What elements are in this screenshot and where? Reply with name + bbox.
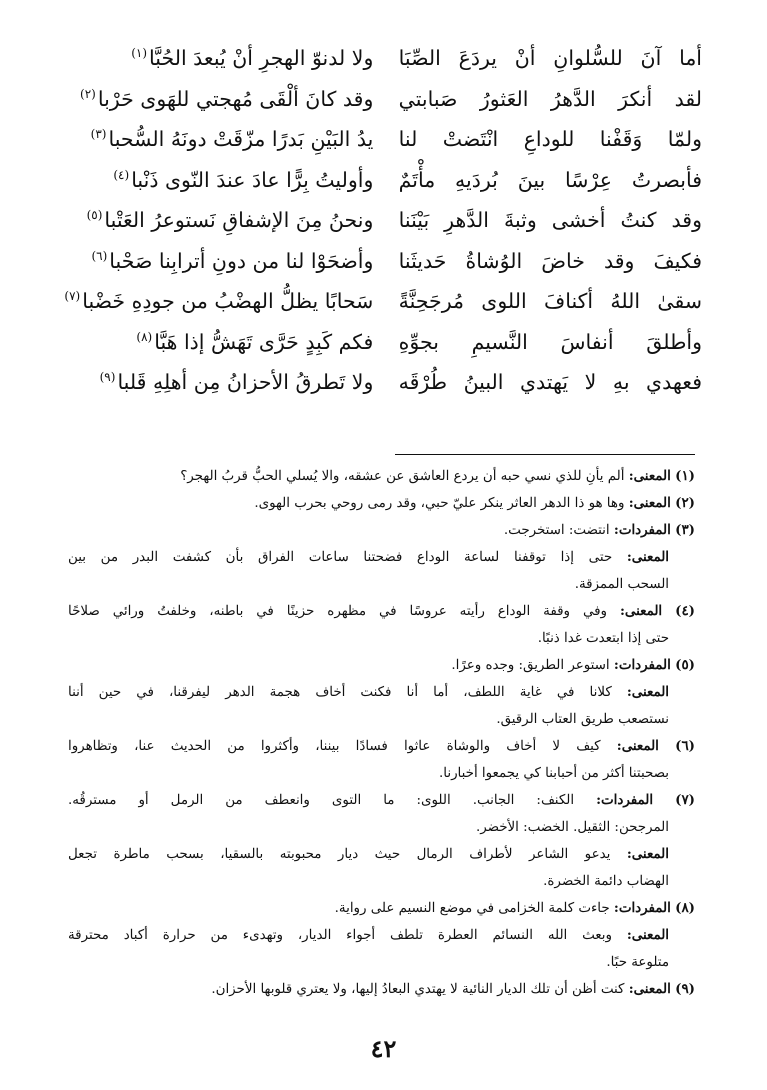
footnote-text: كيف لا أخاف والوشاة عاثوا فسادًا بيننا، وأكثروا من الحديث عنا، وتظاهروا — [68, 739, 601, 754]
footnote-text: كنت أظن أن تلك الديار النائية لا يهتدي البعادُ إليها، ولا يعتري قلوبها الأحزان. — [211, 982, 625, 997]
footnote-entry — [68, 679, 695, 733]
footnote-marker: (٨) — [136, 329, 153, 344]
footnote-number: (٤) — [675, 603, 695, 619]
footnote-text: السحب الممزقة. — [574, 577, 669, 592]
footnote-text: ألم يأنِ للذي نسي حبه أن يردع العاشق عن عشقه، والا يُسلي الحبُّ قربُ الهجر؟ — [180, 469, 625, 484]
footnote-text: انتضت: استخرجت. — [503, 523, 610, 538]
footnote-line — [68, 679, 695, 706]
footnote-text: المرجحن: الثقيل. الخضب: الأخضر. — [476, 820, 669, 835]
page-number: ٤٢ — [370, 1034, 397, 1063]
footnote-text: وفي وقفة الوداع رأيته عروسًا في مظهره حزينًا في باطنه، وخلفتُ ورائي صلاحًا — [68, 604, 607, 619]
verse-second-hemistich — [70, 168, 373, 192]
footnote-number: (٧) — [675, 792, 695, 808]
footnote-entry — [68, 598, 695, 652]
footnote-text: الهضاب دائمة الخضرة. — [543, 874, 669, 889]
footnote-label: المعنى: — [628, 468, 671, 484]
footnote-label: المفردات: — [613, 657, 671, 673]
verse-second-hemistich-text: وقد كانَ ألْقَى مُهجتي للهَوى حَرْبا — [97, 86, 374, 111]
footnote-marker: (٤) — [113, 167, 130, 182]
footnote-line — [68, 868, 695, 895]
poem-verse — [70, 119, 702, 160]
footnote-label: المعنى: — [626, 549, 669, 565]
footnote-line — [68, 652, 695, 679]
footnote-entry — [68, 517, 695, 544]
verse-first-hemistich: وقد كنتُ أخشى وثبةَ الدَّهرِ بَيْنَنا — [398, 208, 702, 233]
footnote-entry — [68, 544, 695, 598]
footnote-marker: (٧) — [64, 289, 81, 304]
footnote-label: المعنى: — [616, 738, 659, 754]
footnote-text: بصحبتنا أكثر من أحبابنا كي يجمعوا أخبارنا. — [439, 766, 669, 781]
verse-second-hemistich-text: فكم كَبِدٍ حَرَّى تَهَشُّ إذا هَبَّا — [154, 329, 374, 354]
footnote-line — [68, 733, 695, 760]
footnote-text: جاءت كلمة الخزامى في موضع النسيم على رواية. — [334, 901, 610, 916]
footnote-text: استوعر الطريق: وجده وعرًا. — [451, 658, 610, 673]
footnote-divider — [395, 454, 695, 455]
poem-verse — [70, 322, 702, 363]
footnote-line — [68, 922, 695, 949]
poem-verse — [70, 160, 702, 201]
verse-second-hemistich — [70, 127, 373, 151]
footnote-text: متلوعة حبًا. — [606, 955, 669, 970]
footnote-line — [68, 598, 695, 625]
verse-second-hemistich-text: يدُ البَيْنِ بَدرًا مزّقَتْ دونَهُ السُّحبا — [108, 127, 374, 152]
footnote-line — [68, 895, 695, 922]
footnote-line — [68, 463, 695, 490]
footnote-marker: (٩) — [99, 370, 116, 385]
verse-second-hemistich — [70, 87, 373, 111]
footnote-entry — [68, 895, 695, 922]
footnote-entry — [68, 787, 695, 841]
footnote-label: المفردات: — [596, 792, 654, 808]
footnote-text: وها هو ذا الدهر العاثر ينكر عليّ حبي، وقد رمى روحي بحرب الهوى. — [254, 496, 625, 511]
verse-first-hemistich: لقد أنكرَ الدَّهرُ العَثورُ صَبابتي — [398, 86, 702, 111]
footnote-number: (٥) — [675, 657, 695, 673]
footnote-entry — [68, 652, 695, 679]
poem-verse — [70, 79, 702, 120]
verse-second-hemistich — [70, 46, 373, 70]
verse-second-hemistich — [70, 370, 373, 394]
poem-verse — [70, 362, 702, 403]
footnote-line — [68, 706, 695, 733]
footnote-line — [68, 841, 695, 868]
footnote-number: (٢) — [675, 495, 695, 511]
footnote-number: (٨) — [675, 900, 695, 916]
footnote-text: كلانا في غاية اللطف، أما أنا فكنت أخاف هجمة الدهر ليفرقنا، في حين أننا — [68, 685, 612, 700]
footnote-marker: (١) — [131, 46, 148, 61]
footnote-text: يدعو الشاعر لأطراف الرمال حيث ديار محبوبته بالسقيا، بسحب ماطرة تجعل — [68, 847, 611, 862]
footnote-label: المعنى: — [626, 846, 669, 862]
verse-second-hemistich-text: وأوليتُ بِرًّا عادَ عندَ النّوى ذَنْبا — [131, 167, 374, 192]
footnote-entry — [68, 922, 695, 976]
footnote-entry — [68, 733, 695, 787]
footnote-entry — [68, 490, 695, 517]
footnote-line — [68, 517, 695, 544]
footnote-text: نستصعب طريق العتاب الرقيق. — [496, 712, 669, 727]
verse-second-hemistich-text: ولا لدنوّ الهجرِ أنْ يُبعدَ الحُبَّا — [149, 46, 374, 71]
footnote-entry — [68, 976, 695, 1003]
verse-first-hemistich: وأطلقَ أنفاسَ النَّسيمِ بجوِّهِ — [398, 329, 702, 354]
poem-verse — [70, 38, 702, 79]
footnote-marker: (٥) — [86, 208, 103, 223]
footnote-line — [68, 760, 695, 787]
footnote-label: المعنى: — [626, 684, 669, 700]
verse-second-hemistich-text: وأضحَوْا لنا من دونِ أترابِنا صَحْبا — [109, 248, 374, 273]
footnote-line — [68, 490, 695, 517]
footnote-number: (٩) — [675, 981, 695, 997]
footnote-line — [68, 571, 695, 598]
verse-second-hemistich-text: ولا تَطرقُ الأحزانُ مِن أهلِهِ قَلبا — [117, 370, 374, 395]
footnote-entry — [68, 463, 695, 490]
footnote-number: (١) — [675, 468, 695, 484]
verse-second-hemistich — [70, 330, 373, 354]
verse-second-hemistich — [64, 289, 374, 314]
footnote-line — [68, 544, 695, 571]
footnote-line — [68, 814, 695, 841]
footnote-number: (٦) — [675, 738, 695, 754]
verse-first-hemistich: سقىٰ اللهُ أكنافَ اللوى مُرجَحِنَّةً — [398, 289, 702, 314]
footnote-label: المعنى: — [628, 981, 671, 997]
verse-second-hemistich-text: ونحنُ مِنَ الإشفاقِ نَستوعرُ العَتْبا — [104, 208, 374, 233]
verse-first-hemistich: فعهدي بهِ لا يَهتدي البينُ طُرْقَه — [398, 370, 702, 395]
footnotes-block — [68, 463, 695, 1003]
poem-verse — [70, 241, 702, 282]
verse-first-hemistich: ولمّا وَقَفْنا للوداعِ انْتَضتْ لنا — [398, 127, 702, 152]
footnote-text: وبعث الله النسائم العطرة تلطف أجواء الديار، وتهدىء من حرارة أكباد محترقة — [68, 928, 612, 943]
footnote-line — [68, 976, 695, 1003]
footnote-line — [68, 625, 695, 652]
footnote-marker: (٢) — [80, 86, 96, 101]
footnote-line — [68, 949, 695, 976]
footnote-text: حتى إذا توقفنا لساعة الوداع فضحتنا ساعات الفراق بأن كشفت البدر من بين — [68, 550, 613, 565]
footnote-label: المعنى: — [619, 603, 663, 619]
verse-second-hemistich — [70, 208, 373, 232]
footnote-text: حتى إذا ابتعدت غدا ذنبًا. — [537, 631, 669, 646]
verse-first-hemistich: فأبصرتُ عِرْسًا بينَ بُردَيهِ مأْتَمٌ — [398, 167, 702, 192]
verse-first-hemistich: أما آنَ للسُّلوانِ أنْ يردَعَ الصِّبَا — [398, 46, 702, 71]
footnote-entry — [68, 841, 695, 895]
footnote-line — [68, 787, 695, 814]
footnote-label: المعنى: — [626, 927, 669, 943]
verse-second-hemistich-text: سَحابًا يظلُّ الهضْبُ من جودِهِ خَضْبا — [82, 289, 374, 314]
footnote-marker: (٣) — [90, 127, 107, 142]
poem-verse — [70, 200, 702, 241]
footnote-marker: (٦) — [91, 248, 108, 263]
footnote-label: المعنى: — [628, 495, 671, 511]
footnote-number: (٣) — [675, 522, 695, 538]
footnote-label: المفردات: — [613, 522, 671, 538]
footnote-label: المفردات: — [613, 900, 671, 916]
footnote-text: الكنف: الجانب. اللوى: ما التوى وانعطف من الرمل أو مسترقُه. — [68, 793, 575, 808]
poem-verse — [64, 281, 702, 322]
poem-block — [64, 38, 702, 403]
verse-second-hemistich — [70, 249, 373, 273]
verse-first-hemistich: فكيفَ وقد خاضَ الوُشاةُ حَديثَنا — [398, 248, 702, 273]
